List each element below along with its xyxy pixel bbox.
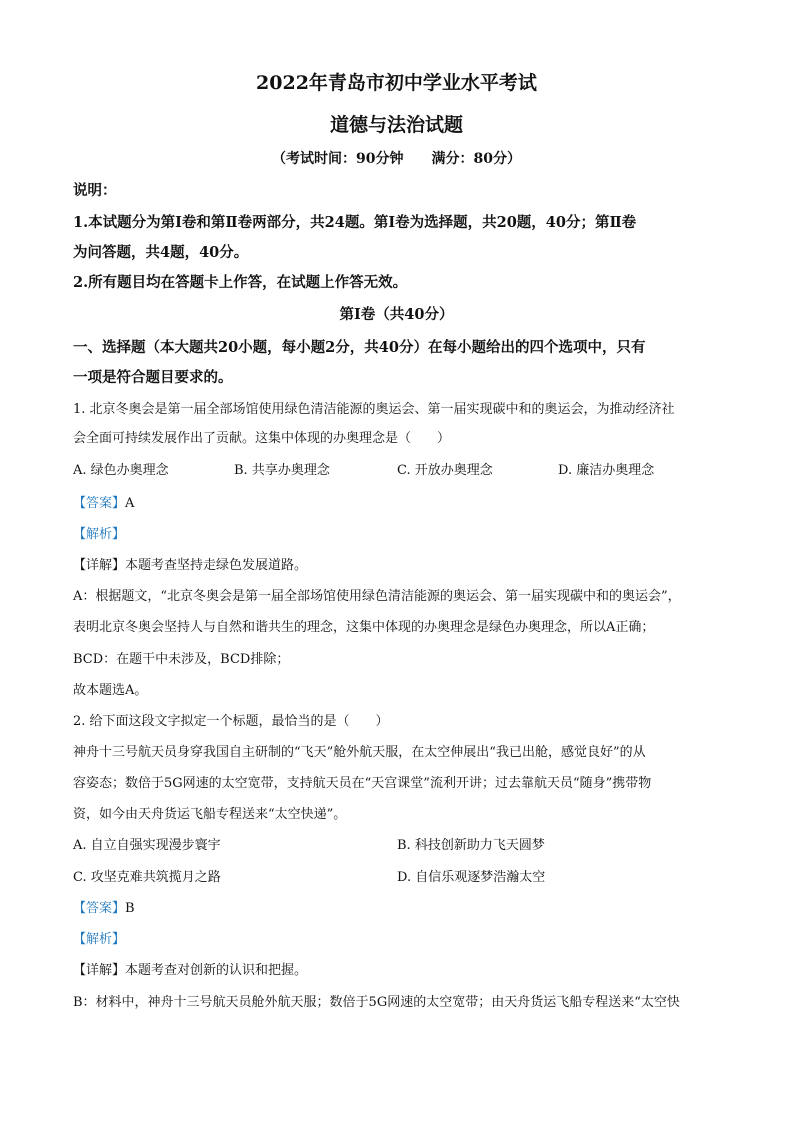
answer-line [73,495,723,513]
answer-value: B [125,901,135,916]
explain-line: A：根据题文，“北京冬奥会是第一届全部场馆使用绿色清洁能源的奥运会、第一届实现碳中和的奥运会”， [73,589,681,604]
section-heading: 一、选择题（本大题共20小题，每小题2分，共40分）在每小题给出的四个选项中，只有 [73,339,646,356]
option-c: C. 开放办奥理念 [397,463,493,478]
exam-info: （考试时间：90分钟 满分：80分） [272,151,521,167]
detail-text: 本题考查对创新的认识和把握。 [125,963,308,978]
explain-line: 故本题选A。 [73,683,148,698]
question-stem: 会全面可持续发展作出了贡献。这集中体现的办奥理念是（ ） [73,431,451,446]
detail-line [73,962,723,980]
page-subtitle: 道德与法治试题 [329,114,463,136]
detail-tag: 【详解】 [73,963,126,978]
option-d: D. 廉洁办奥理念 [558,463,655,478]
answer-tag: 【答案】 [73,496,126,511]
option-c: C. 攻坚克难共筑揽月之路 [73,870,221,885]
question-stem: 资，如今由天舟货运飞船专程送来“太空快递”。 [73,807,347,822]
section-heading: 一项是符合题目要求的。 [73,369,233,386]
explain-line: B：材料中，神舟十三号航天员舱外航天服；数倍于5G网速的太空宽带；由天舟货运飞船专程送来“太空快 [73,995,680,1010]
answer-tag: 【答案】 [73,901,126,916]
option-b: B. 科技创新助力飞天圆梦 [397,838,545,853]
option-a: A. 自立自强实现漫步寰宇 [73,838,221,853]
detail-text: 本题考查坚持走绿色发展道路。 [125,558,308,573]
detail-tag: 【详解】 [73,558,126,573]
option-a: A. 绿色办奥理念 [73,463,169,478]
detail-line [73,557,723,575]
question-stem: 神舟十三号航天员身穿我国自主研制的“飞天”舱外航天服，在太空伸展出“我已出舱，感觉良好”的从 [73,745,646,760]
notes-label: 说明： [73,182,117,199]
note-line: 为问答题，共4题，40分。 [73,244,249,261]
analysis-line [73,526,723,544]
question-stem: 容姿态；数倍于5G网速的太空宽带，支持航天员在“天宫课堂”流利开讲；过去靠航天员“随身”携带物 [73,776,652,791]
answer-line [73,900,723,918]
analysis-tag: 【解析】 [73,527,126,542]
part-title: 第Ⅰ卷（共40分） [339,306,454,323]
question-stem: 2. 给下面这段文字拟定一个标题，最恰当的是（ ） [73,714,389,729]
explain-line: BCD：在题干中未涉及，BCD排除； [73,652,290,667]
note-line: 2.所有题目均在答题卡上作答，在试题上作答无效。 [73,274,408,291]
answer-value: A [125,496,135,511]
option-b: B. 共享办奥理念 [234,463,330,478]
explain-line: 表明北京冬奥会坚持人与自然和谐共生的理念，这集中体现的办奥理念是绿色办奥理念，所以A正确； [73,620,655,635]
analysis-line [73,931,723,949]
page-title: 2022年青岛市初中学业水平考试 [256,72,537,94]
option-d: D. 自信乐观逐梦浩瀚太空 [397,870,546,885]
note-line: 1.本试题分为第Ⅰ卷和第Ⅱ卷两部分，共24题。第Ⅰ卷为选择题，共20题，40分；第Ⅱ卷 [73,214,637,231]
question-stem: 1. 北京冬奥会是第一届全部场馆使用绿色清洁能源的奥运会、第一届实现碳中和的奥运会，为推动经济社 [73,402,675,417]
analysis-tag: 【解析】 [73,932,126,947]
